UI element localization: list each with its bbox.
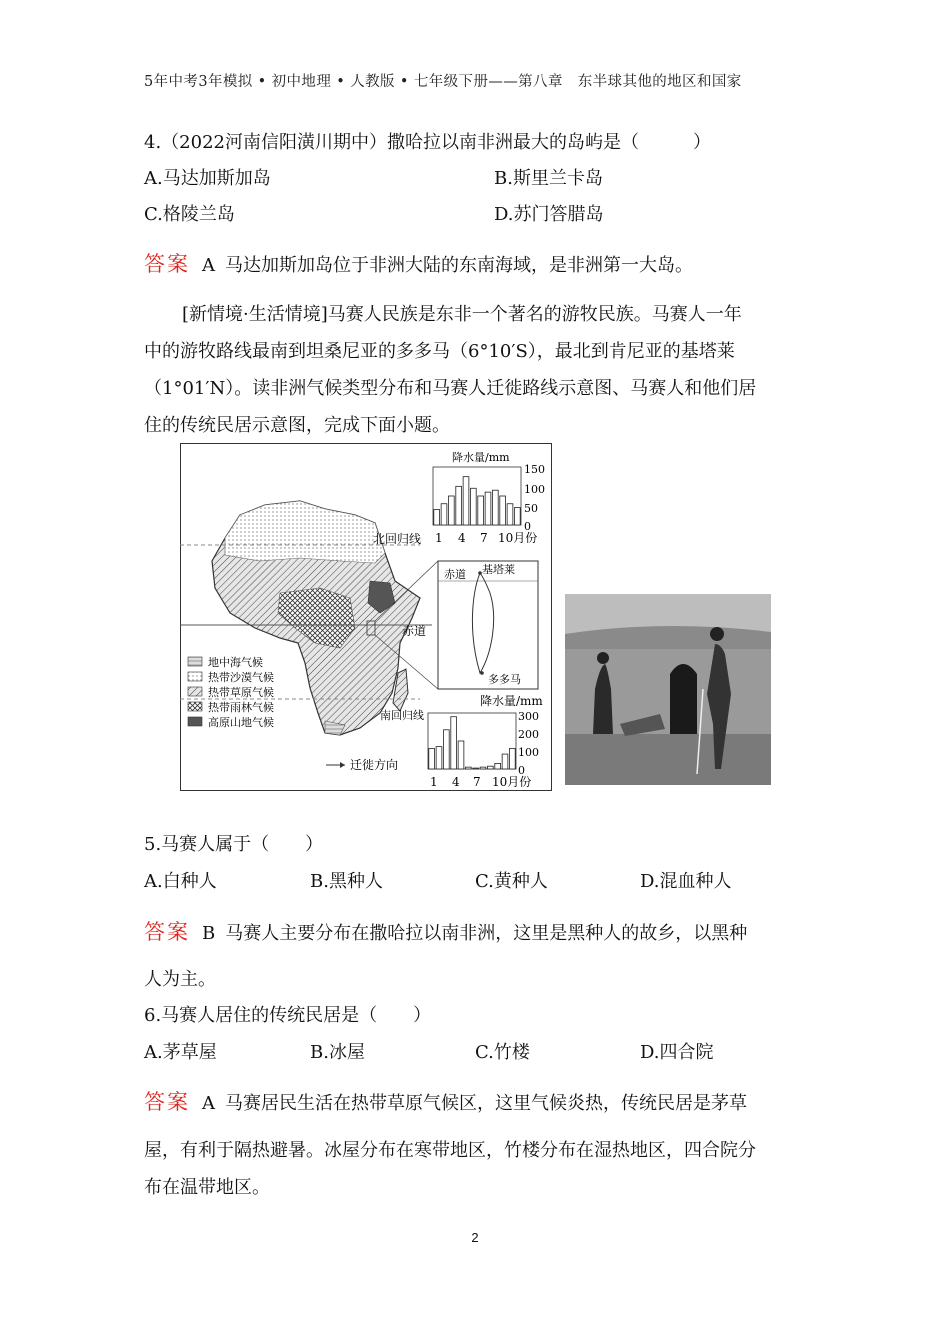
bottom-chart-bar-12: [509, 748, 515, 769]
bottom-chart-bar-5: [458, 741, 464, 769]
q6-option-a[interactable]: A.茅草屋: [144, 1042, 217, 1063]
ground: [565, 734, 771, 785]
answer-label: 答案: [144, 252, 190, 276]
bottom-chart-ytick-100: 100: [518, 746, 539, 759]
map-legend: [188, 655, 274, 729]
top-chart-xtick-10: 10月份: [498, 531, 538, 545]
q4-option-b[interactable]: B.斯里兰卡岛: [494, 168, 603, 189]
bottom-chart-bar-8: [480, 767, 486, 769]
q6-answer-line-3: 布在温带地区。: [144, 1177, 270, 1198]
top-chart-bar-5: [463, 477, 469, 525]
legend-label-highland: 高原山地气候: [208, 716, 274, 729]
doorway: [670, 664, 697, 734]
bottom-chart-bar-3: [443, 730, 449, 769]
q6-option-d[interactable]: D.四合院: [640, 1042, 714, 1063]
legend-swatch-rainforest: [188, 702, 202, 711]
bottom-chart-bar-2: [436, 747, 442, 769]
dodoma-label: 多多马: [488, 673, 521, 686]
q4-option-d[interactable]: D.苏门答腊岛: [494, 204, 604, 225]
q5-option-c[interactable]: C.黄种人: [475, 871, 548, 892]
bottom-chart-bar-11: [502, 754, 508, 769]
kitale-point: [478, 571, 482, 575]
africa-climate-map-figure: [180, 443, 552, 791]
top-chart-bar-11: [507, 504, 513, 525]
answer-letter: A: [202, 255, 215, 276]
q6-answer: [144, 1086, 747, 1116]
top-chart-bar-9: [492, 490, 498, 525]
bottom-chart-bar-4: [451, 717, 457, 769]
top-chart-bar-1: [434, 510, 440, 525]
page-number: 2: [471, 1230, 479, 1245]
q5-answer: [144, 916, 747, 946]
top-chart-ytick-0: 0: [524, 520, 531, 533]
legend-swatch-savanna: [188, 687, 202, 696]
q6-answer-line-2: 屋，有利于隔热避暑。冰屋分布在寒带地区，竹楼分布在湿热地区，四合院分: [144, 1140, 756, 1161]
answer-label: 答案: [144, 920, 190, 944]
bottom-chart-ytick-0: 0: [518, 764, 525, 777]
tropic-south-label: 南回归线: [380, 709, 424, 722]
top-chart-bar-12: [514, 508, 520, 525]
q5-stem: 5.马赛人属于（ ）: [144, 834, 324, 855]
answer-text: 马达加斯加岛位于非洲大陆的东南海域，是非洲第一大岛。: [225, 255, 693, 276]
equator-label: 赤道: [402, 624, 427, 638]
bottom-chart-ylabel: 降水量/mm: [480, 694, 543, 708]
bottom-chart-ytick-300: 300: [518, 710, 539, 723]
q5-option-b[interactable]: B.黑种人: [310, 871, 383, 892]
bottom-chart-bar-7: [473, 768, 479, 769]
q6-option-b[interactable]: B.冰屋: [310, 1042, 365, 1063]
kitale-label: 基塔莱: [482, 563, 515, 576]
inset-equator-label: 赤道: [444, 568, 466, 581]
legend-swatch-mediterranean: [188, 657, 202, 666]
q5-answer-line-2: 人为主。: [144, 969, 216, 990]
top-chart-xtick-1: 1: [435, 531, 443, 545]
top-chart-bar-3: [448, 496, 454, 525]
top-chart-bar-7: [478, 496, 484, 525]
bottom-chart-xtick-10: 10月份: [492, 775, 532, 789]
maasai-house-photo: [565, 594, 771, 785]
legend-swatch-highland: [188, 717, 202, 726]
bottom-chart-ytick-200: 200: [518, 728, 539, 741]
top-chart-bar-4: [456, 486, 462, 525]
bottom-chart-bar-1: [429, 748, 435, 769]
top-chart-ytick-100: 100: [524, 483, 545, 496]
q4-stem: 4.（2022河南信阳潢川期中）撒哈拉以南非洲最大的岛屿是（ ）: [144, 132, 711, 153]
answer-text: 马赛居民生活在热带草原气候区，这里气候炎热，传统民居是茅草: [225, 1093, 747, 1114]
person-right-head: [710, 627, 724, 641]
top-chart-xtick-4: 4: [458, 531, 466, 545]
context-line-2: 中的游牧路线最南到坦桑尼亚的多多马（6°10′S），最北到肯尼亚的基塔莱: [144, 341, 735, 362]
top-chart-ytick-150: 150: [524, 463, 545, 476]
q4-answer: [144, 248, 693, 278]
context-line-1: [新情境·生活情境]马赛人民族是东非一个著名的游牧民族。马赛人一年: [182, 304, 742, 325]
top-chart-bar-10: [500, 496, 506, 525]
context-line-4: 住的传统民居示意图，完成下面小题。: [144, 415, 450, 436]
running-header: 5年中考3年模拟 • 初中地理 • 人教版 • 七年级下册——第八章 东半球其他的地区和国家: [144, 74, 742, 90]
legend-label-savanna: 热带草原气候: [208, 686, 274, 699]
migration-legend-label: 迁徙方向: [350, 758, 399, 772]
bottom-chart-bar-9: [487, 766, 493, 769]
top-chart-ylabel: 降水量/mm: [452, 451, 510, 464]
legend-swatch-desert: [188, 672, 202, 681]
q4-option-a[interactable]: A.马达加斯加岛: [144, 168, 271, 189]
bottom-chart-xtick-4: 4: [452, 775, 460, 789]
bottom-chart-bar-6: [465, 767, 471, 769]
legend-label-mediterranean: 地中海气候: [208, 656, 263, 669]
bottom-chart-xtick-1: 1: [430, 775, 438, 789]
top-chart-xtick-7: 7: [480, 531, 488, 545]
q5-option-d[interactable]: D.混血种人: [640, 871, 732, 892]
q6-option-c[interactable]: C.竹楼: [475, 1042, 530, 1063]
top-chart-ytick-50: 50: [524, 502, 538, 515]
bottom-chart-xtick-7: 7: [473, 775, 481, 789]
legend-label-desert: 热带沙漠气候: [208, 671, 274, 684]
answer-text: 马赛人主要分布在撒哈拉以南非洲，这里是黑种人的故乡，以黑种: [225, 923, 748, 944]
q4-option-c[interactable]: C.格陵兰岛: [144, 204, 235, 225]
q5-option-a[interactable]: A.白种人: [144, 871, 217, 892]
answer-letter: A: [202, 1093, 215, 1114]
q6-stem: 6.马赛人居住的传统民居是（ ）: [144, 1005, 432, 1026]
top-chart-bar-2: [441, 504, 447, 525]
bottom-chart-bar-10: [495, 763, 501, 769]
legend-label-rainforest: 热带雨林气候: [208, 701, 274, 714]
top-chart-bar-6: [470, 488, 476, 525]
answer-label: 答案: [144, 1090, 190, 1114]
context-line-3: （1°01′N）。读非洲气候类型分布和马赛人迁徙路线示意图、马赛人和他们居: [144, 378, 757, 399]
tropic-north-label: 北回归线: [373, 532, 422, 546]
dodoma-point: [480, 671, 484, 675]
answer-letter: B: [202, 923, 216, 944]
person-left-head: [597, 652, 609, 664]
top-chart-bar-8: [485, 492, 491, 525]
